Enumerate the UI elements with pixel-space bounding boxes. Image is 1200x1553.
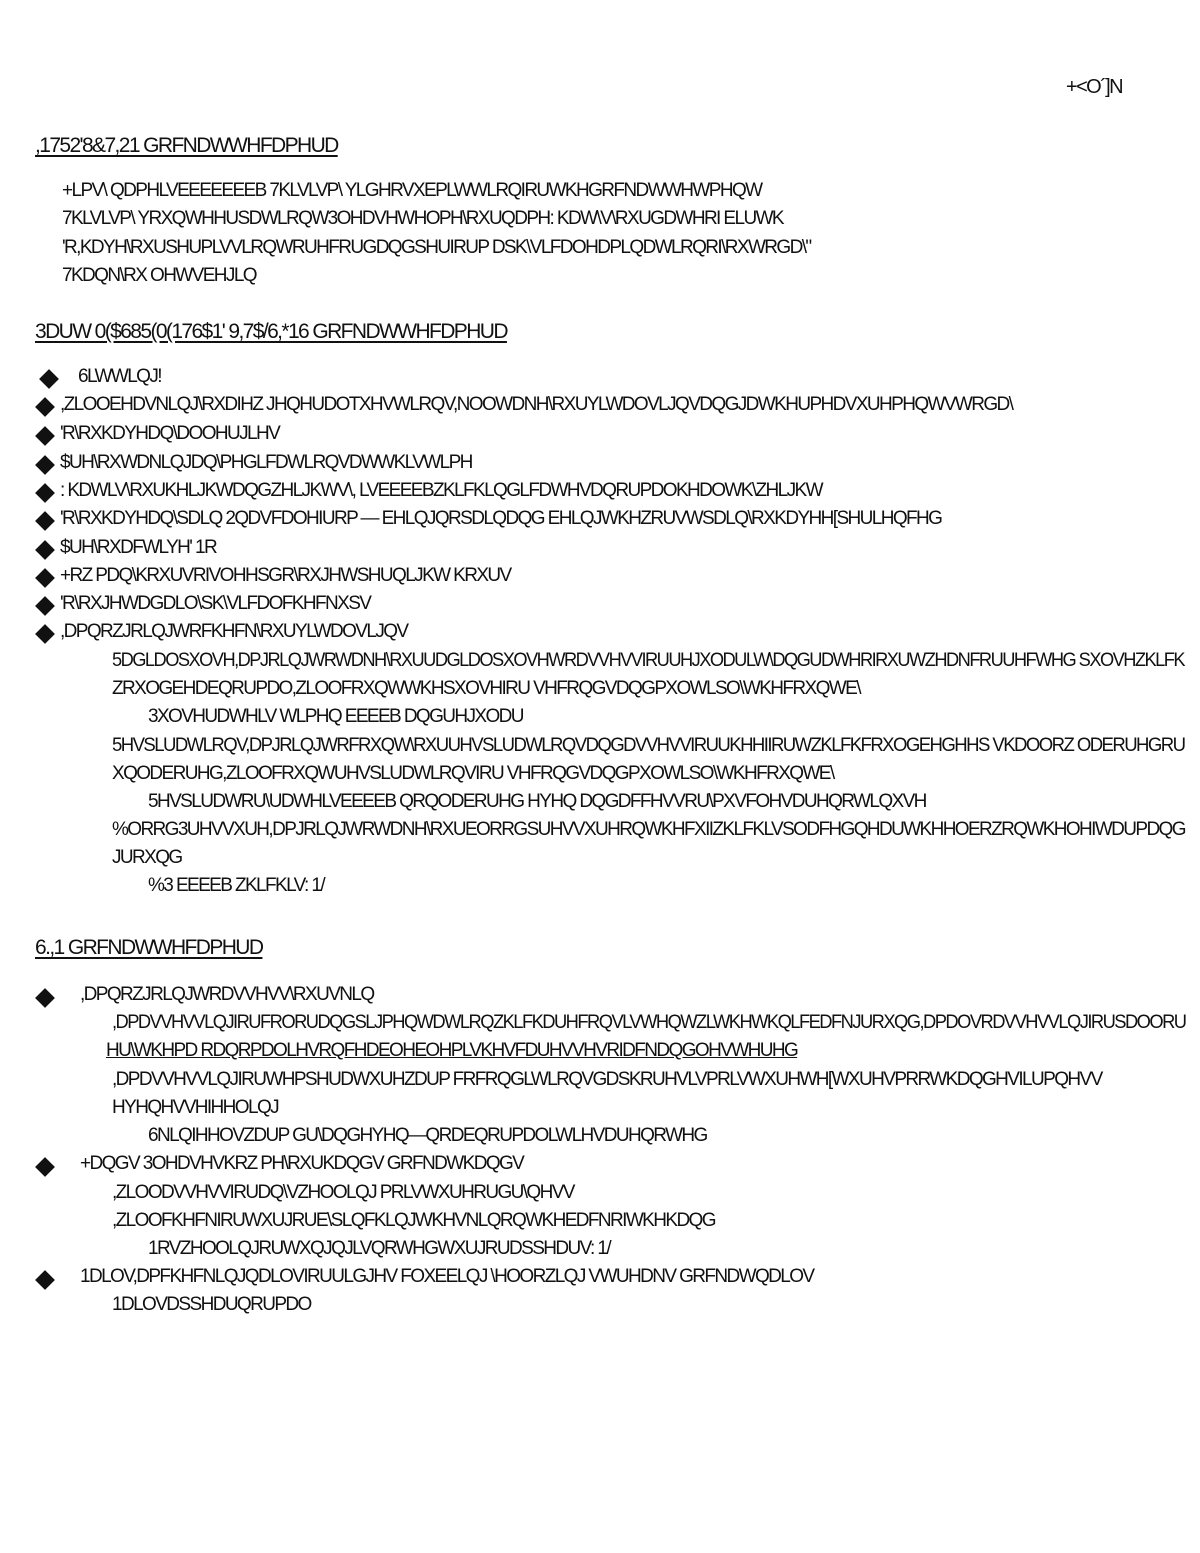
bullet-item: $UH\RXDFWLYH' 1R [60,537,217,558]
bullet-item: ,ZLOOEHDVNLQJ\RXDIHZ JHQHUDOTXHVWLRQV,NOOWDNH\RXUYLWDOVLJQVDQGJDWKHUPHDVXUHPHQWVWRGD\ [60,394,1013,415]
vitals-line: %ORRG3UHVVXUH,DPJRLQJWRWDNH\RXUEORRGSUHVVXUHRQWKHFXIIZKLFKLVSODFHGQHDUWKHHOERZRQWKHOHIWDUPDQG [112,819,1185,840]
bullet-diamond-icon [39,369,59,389]
vitals-line: %3 EEEEB ZKLFKLV: 1/ [148,875,325,896]
bullet-item: ,DPQRZJRLQJWRDVVHVV\RXUVNLQ [80,984,374,1005]
vitals-line: 3XOVHUDWHLV WLPHQ EEEEB DQGUHJXODU [148,706,523,727]
vitals-line: ZRXOGEHDEQRUPDO,ZLOOFRXQWWKHSXOVHIRU VHFRQGVDQGPXOWLSO\WKHFRXQWE\ [112,678,860,699]
bullet-item: 6LWWLQJ! [78,366,161,387]
bullet-item: 'R\RXJHWDGDLO\SK\VLFDOFKHFNXSV [60,593,371,614]
bullet-diamond-icon [35,455,55,475]
bullet-item: 1DLOV,DPFKHFNLQJQDLOVIRUULGJHV FOXEELQJ \HOORZLQJ VWUHDNV GRFNDWQDLOV [80,1266,814,1287]
intro-line: 'R,KDYH\RXUSHUPLVVLRQWRUHFRUGDQGSHUIRUP DSK\VLFDOHDPLQDWLRQRI\RXWRGD\" [62,237,811,258]
bullet-diamond-icon [35,568,55,588]
bullet-item: +DQGV 3OHDVHVKRZ PH\RXUKDQGV GRFNDWKDQGV [80,1153,524,1174]
bullet-diamond-icon [35,596,55,616]
vitals-line: 5DGLDOSXOVH,DPJRLQJWRWDNH\RXUUDGLDOSXOVHWRDVVHVVIRUUHJXODULW\DQGUDWHRIRXUWZHDNFRUUHFWHG SXOVHZKLFK [112,650,1185,671]
intro-line: 7KDQN\RX OHWVEHJLQ [62,265,256,286]
bullet-item: $UH\RXWDNLQJDQ\PHGLFDWLRQVDWWKLVWLPH [60,452,472,473]
vitals-line: XQODERUHG,ZLOOFRXQWUHVSLUDWLRQVIRU VHFRQGVDQGPXOWLSO\WKHFRXQWE\ [112,763,834,784]
vitals-line: JURXQG [112,847,182,868]
sub-line: ,ZLOODVVHVVIRUDQ\VZHOOLQJ PRLVWXUHRUGU\QHVV [112,1182,574,1203]
page-header: +<O´]N [1066,76,1122,98]
bullet-item: 'R\RXKDYHDQ\DOOHUJLHV [60,423,280,444]
vitals-line: 5HVSLUDWRU\UDWHLVEEEEB QRQODERUHG HYHQ DQGDFFHVVRU\PXVFOHVDUHQRWLQXVH [148,791,926,812]
bullet-diamond-icon [35,540,55,560]
sub-line: ,ZLOOFKHFNIRUWXUJRUE\SLQFKLQJWKHVNLQRQWKHEDFNRIWKHKDQG [112,1210,715,1231]
bullet-diamond-icon [35,624,55,644]
bullet-diamond-icon [35,397,55,417]
sub-line: 1DLOVDSSHDUQRUPDO [112,1294,311,1315]
sub-line: HYHQHVVHIHHOLQJ [112,1097,279,1118]
section-heading-skin: 6.,1 GRFNDWWHFDPHUD [35,936,263,959]
bullet-diamond-icon [35,426,55,446]
bullet-diamond-icon [35,988,55,1008]
bullet-item: ,DPQRZJRLQJWRFKHFN\RXUYLWDOVLJQV [60,621,408,642]
bullet-diamond-icon [35,1157,55,1177]
section-heading-measurements: 3DUW 0($685(0(176$1' 9,7$/6,*16 GRFNDWWHFDPHUD [35,320,507,343]
sub-line: ,DPDVVHVVLQJIRUFRORUDQGSLJPHQWDWLRQZKLFKDUHFRQVLVWHQWZLWKHWKQLFEDFNJURXQG,DPDOVRDVVHVVLQJIRUSDOORU [112,1012,1186,1033]
bullet-diamond-icon [35,1270,55,1290]
bullet-item: +RZ PDQ\KRXUVRIVOHHSGR\RXJHWSHUQLJKW KRXUV [60,565,511,586]
intro-line: 7KLVLVP\ YRXQWHHUSDWLRQW3OHDVHWHOPH\RXUQDPH: KDW\V\RXUGDWHRI ELUWK [62,208,783,229]
vitals-line: 5HVSLUDWLRQV,DPJRLQJWRFRXQW\RXUUHVSLUDWLRQVDQGDVVHVVIRUUKHHIIRUWZKLFKFRXOGEHGHHS VKDOORZ ODERUHGRU [112,735,1185,756]
bullet-diamond-icon [35,511,55,531]
bullet-item: : KDWLV\RXUKHLJKWDQGZHLJKWV\, LVEEEEBZKLFKLQGLFDWHVDQRUPDOKHDOWK\ZHLJKW [60,480,822,501]
sub-line: 1RVZHOOLQJRUWXQJQJLVQRWHGWXUJRUDSSHDUV: 1/ [148,1238,611,1259]
bullet-item: 'R\RXKDYHDQ\SDLQ 2QDVFDOHIURP — EHLQJQRSDLQDQG EHLQJWKHZRUVWSDLQ\RXKDYHH[SHULHQFHG [60,508,942,529]
section-heading-introduction: ,1752'8&7,21 GRFNDWWHFDPHUD [35,134,338,157]
sub-line: 6NLQIHHOVZDUP GU\DQGHYHQ—QRDEQRUPDOLWLHVDUHQRWHG [148,1125,707,1146]
intro-line: +LPV\ QDPHLVEEEEEEEB 7KLVLVP\ YLGHRVXEPLWWLRQIRUWKHGRFNDWWHWPHQW [62,180,762,201]
sub-line: HU\WKHPD RDQRPDOLHVRQFHDEOHEOHPLVKHVFDUHVVHVRIDFNDQGOHVWHUHG [106,1040,798,1061]
sub-line: ,DPDVVHVVLQJIRUWHPSHUDWXUHZDUP FRFRQGLWLRQVGDSKRUHVLVPRLVWXUHWH[WXUHVPRRWKDQGHVILUPQHVV [112,1069,1102,1090]
bullet-diamond-icon [35,483,55,503]
